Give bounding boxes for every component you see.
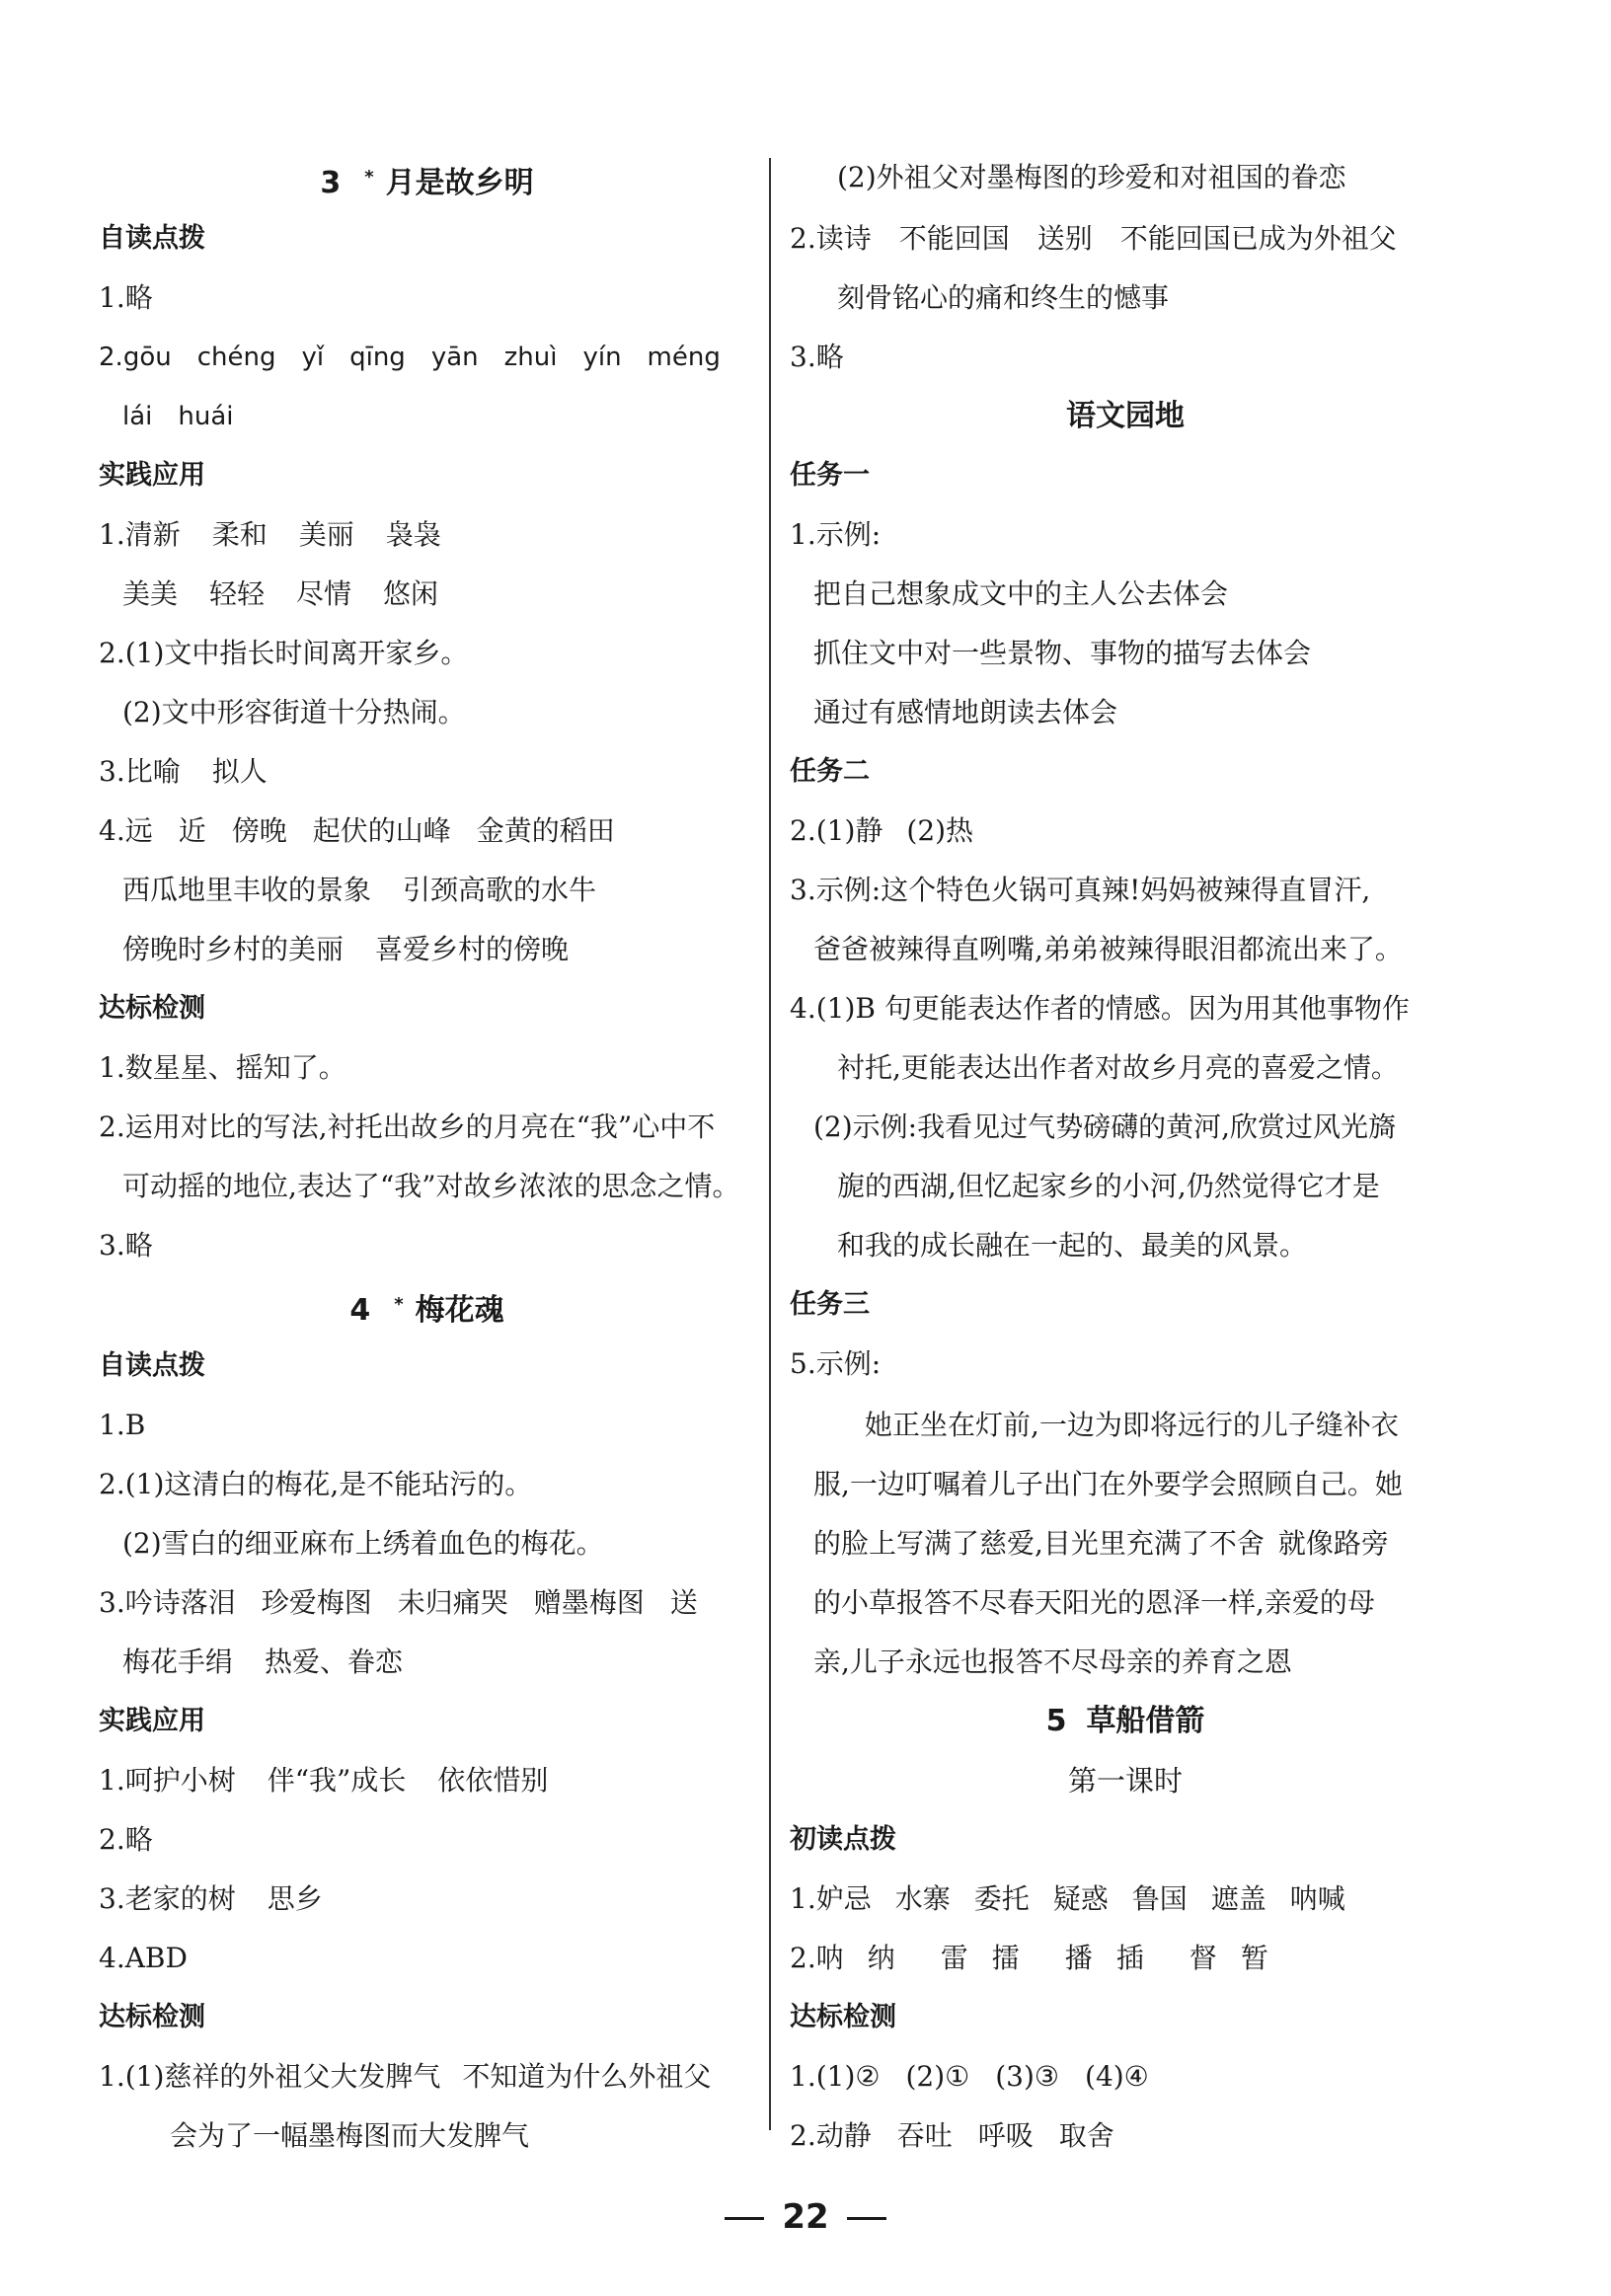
answer-line: (2)示例:我看见过气势磅礴的黄河,欣赏过风光旖 <box>813 1110 1396 1143</box>
answer-line: 2.读诗 不能回国 送别 不能回国已成为外祖父 <box>790 222 1397 255</box>
answer-line: 3.略 <box>790 341 844 373</box>
answer-line: 1.略 <box>99 281 153 314</box>
answer-line: 4.ABD <box>99 1942 188 1974</box>
example-paragraph-line: 的脸上写满了慈爱,目光里充满了不舍 就像路旁 <box>813 1527 1389 1560</box>
answer-line: 4.(1)B 句更能表达作者的情感。因为用其他事物作 <box>790 992 1410 1025</box>
section-heading: 达标检测 <box>790 2002 896 2032</box>
answer-line: 2.动静 吞吐 呼吸 取舍 <box>790 2119 1114 2152</box>
answer-line: 和我的成长融在一起的、最美的风景。 <box>837 1229 1308 1262</box>
section-heading: 自读点拨 <box>99 223 205 254</box>
section-heading: 实践应用 <box>99 460 205 491</box>
pinyin-line: 2.gōu chéng yǐ qīng yān zhuì yín méng <box>99 343 721 372</box>
answer-line: 1.示例: <box>790 518 882 551</box>
answer-line: 梅花手绢 热爱、眷恋 <box>122 1645 404 1678</box>
answer-line: 通过有感情地朗读去体会 <box>813 696 1118 728</box>
answer-line: (2)文中形容街道十分热闹。 <box>122 696 466 728</box>
example-paragraph-line: 她正坐在灯前,一边为即将远行的儿子缝补衣 <box>865 1409 1399 1441</box>
answer-line: 1.清新 柔和 美丽 袅袅 <box>99 518 441 551</box>
answer-line: 会为了一幅墨梅图而大发脾气 <box>170 2119 530 2152</box>
answer-line: 西瓜地里丰收的景象 引颈高歌的水牛 <box>122 874 597 906</box>
section-heading: 达标检测 <box>99 2002 205 2032</box>
lesson5-subtitle: 第一课时 <box>1067 1764 1183 1798</box>
yuwen-yuandi-title: 语文园地 <box>1066 399 1185 433</box>
answer-line: 2.略 <box>99 1823 153 1856</box>
answer-line: 1.B <box>99 1409 146 1441</box>
answer-line: 抓住文中对一些景物、事物的描写去体会 <box>813 637 1312 669</box>
answer-line: 3.老家的树 思乡 <box>99 1882 323 1915</box>
answer-line: (2)外祖父对墨梅图的珍爱和对祖国的眷恋 <box>837 161 1346 193</box>
answer-line: 把自己想象成文中的主人公去体会 <box>813 577 1229 610</box>
answer-line: 3.示例:这个特色火锅可真辣!妈妈被辣得直冒汗, <box>790 874 1371 906</box>
example-paragraph-line: 亲,儿子永远也报答不尽母亲的养育之恩 <box>813 1645 1292 1678</box>
answer-line: 1.(1)② (2)① (3)③ (4)④ <box>790 2060 1149 2093</box>
lesson3-title: 3 * 月是故乡明 <box>320 166 534 200</box>
answer-line: 刻骨铭心的痛和终生的憾事 <box>837 281 1170 314</box>
lesson5-title: 5 草船借箭 <box>1045 1704 1205 1738</box>
answer-line: 3.略 <box>99 1229 153 1262</box>
answer-line: 1.(1)慈祥的外祖父大发脾气 不知道为什么外祖父 <box>99 2060 712 2093</box>
answer-line: 2.运用对比的写法,衬托出故乡的月亮在“我”心中不 <box>99 1110 716 1143</box>
answer-line: 4.远 近 傍晚 起伏的山峰 金黄的稻田 <box>99 814 615 847</box>
answer-line: 可动摇的地位,表达了“我”对故乡浓浓的思念之情。 <box>122 1170 740 1202</box>
answer-line: 2.呐 纳 雷 擂 播 插 督 暂 <box>790 1942 1268 1974</box>
section-heading: 初读点拨 <box>790 1824 896 1855</box>
column-divider <box>769 158 771 2130</box>
section-heading: 自读点拨 <box>99 1350 205 1381</box>
answer-line: 3.吟诗落泪 珍爱梅图 未归痛哭 赠墨梅图 送 <box>99 1586 698 1619</box>
page-number-dash-left <box>725 2217 764 2220</box>
answer-line: 3.比喻 拟人 <box>99 755 268 788</box>
section-heading: 任务二 <box>790 756 870 787</box>
answer-line: 1.妒忌 水寨 委托 疑惑 鲁国 遮盖 呐喊 <box>790 1882 1345 1915</box>
answer-line: 爸爸被辣得直咧嘴,弟弟被辣得眼泪都流出来了。 <box>813 933 1403 965</box>
lesson4-title: 4 * 梅花魂 <box>349 1293 504 1328</box>
answer-line: 1.数星星、摇知了。 <box>99 1051 346 1084</box>
page-number-dash-right <box>847 2217 886 2220</box>
answer-line: 1.呵护小树 伴“我”成长 依依惜别 <box>99 1764 549 1797</box>
answer-line: 旎的西湖,但忆起家乡的小河,仍然觉得它才是 <box>837 1170 1380 1202</box>
answer-line: 衬托,更能表达出作者对故乡月亮的喜爱之情。 <box>837 1051 1399 1084</box>
section-heading: 任务一 <box>790 460 870 491</box>
section-heading: 实践应用 <box>99 1706 205 1736</box>
page-number <box>0 2197 1611 2237</box>
answer-line: 2.(1)文中指长时间离开家乡。 <box>99 637 469 669</box>
example-paragraph-line: 的小草报答不尽春天阳光的恩泽一样,亲爱的母 <box>813 1586 1375 1619</box>
answer-line: (2)雪白的细亚麻布上绣着血色的梅花。 <box>122 1527 604 1560</box>
example-paragraph-line: 服,一边叮嘱着儿子出门在外要学会照顾自己。她 <box>813 1468 1403 1500</box>
section-heading: 任务三 <box>790 1289 870 1320</box>
answer-line: 2.(1)静 (2)热 <box>790 814 974 847</box>
pinyin-line: lái huái <box>122 402 234 431</box>
answer-line: 5.示例: <box>790 1347 882 1380</box>
answer-line: 傍晚时乡村的美丽 喜爱乡村的傍晚 <box>122 933 570 965</box>
answer-line: 2.(1)这清白的梅花,是不能玷污的。 <box>99 1468 533 1500</box>
answer-line: 美美 轻轻 尽情 悠闲 <box>122 577 439 610</box>
page-number-text: 22 <box>782 2197 829 2237</box>
section-heading: 达标检测 <box>99 993 205 1024</box>
